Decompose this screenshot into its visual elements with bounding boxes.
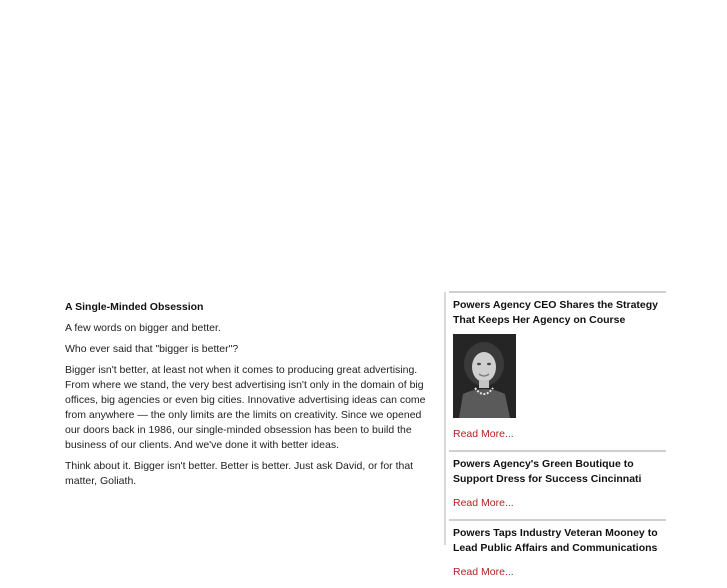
article-paragraph: Think about it. Bigger isn't better. Better is better. Just ask David, or for that matter, Goliath.: [65, 460, 414, 487]
ceo-portrait-photo: [453, 334, 516, 418]
news-item: [449, 291, 666, 450]
read-more-link[interactable]: Read More...: [453, 566, 514, 578]
news-sidebar: [449, 291, 666, 588]
article-paragraph: Bigger isn't better, at least not when it comes to producing great advertising. From where we stand, the very best advertising isn't only in the domain of big offices, big agencies or even big cities. Innovative advertising ideas can come from anywhere — the only limits are the limits on creativity. Since we opened our doors back in 1986, our single-minded obsession has been to build the business of our clients. And we've done it with better ideas.: [65, 364, 426, 451]
news-item: [449, 450, 666, 519]
news-title-link[interactable]: Powers Agency CEO Shares the Strategy That Keeps Her Agency on Course: [453, 299, 659, 326]
read-more-link[interactable]: Read More...: [453, 497, 514, 509]
read-more-link[interactable]: Read More...: [453, 428, 514, 440]
article-paragraph: A few words on bigger and better.: [65, 322, 221, 334]
news-title-link[interactable]: Powers Agency's Green Boutique to Support Dress for Success Cincinnati: [453, 458, 642, 485]
article-paragraph: Who ever said that "bigger is better"?: [65, 343, 239, 355]
news-title-link[interactable]: Powers Taps Industry Veteran Mooney to Lead Public Affairs and Communications: [453, 527, 658, 554]
news-item: [449, 519, 666, 588]
article-title: A Single-Minded Obsession: [65, 301, 204, 313]
article: [65, 300, 435, 495]
column-divider: [444, 292, 446, 545]
